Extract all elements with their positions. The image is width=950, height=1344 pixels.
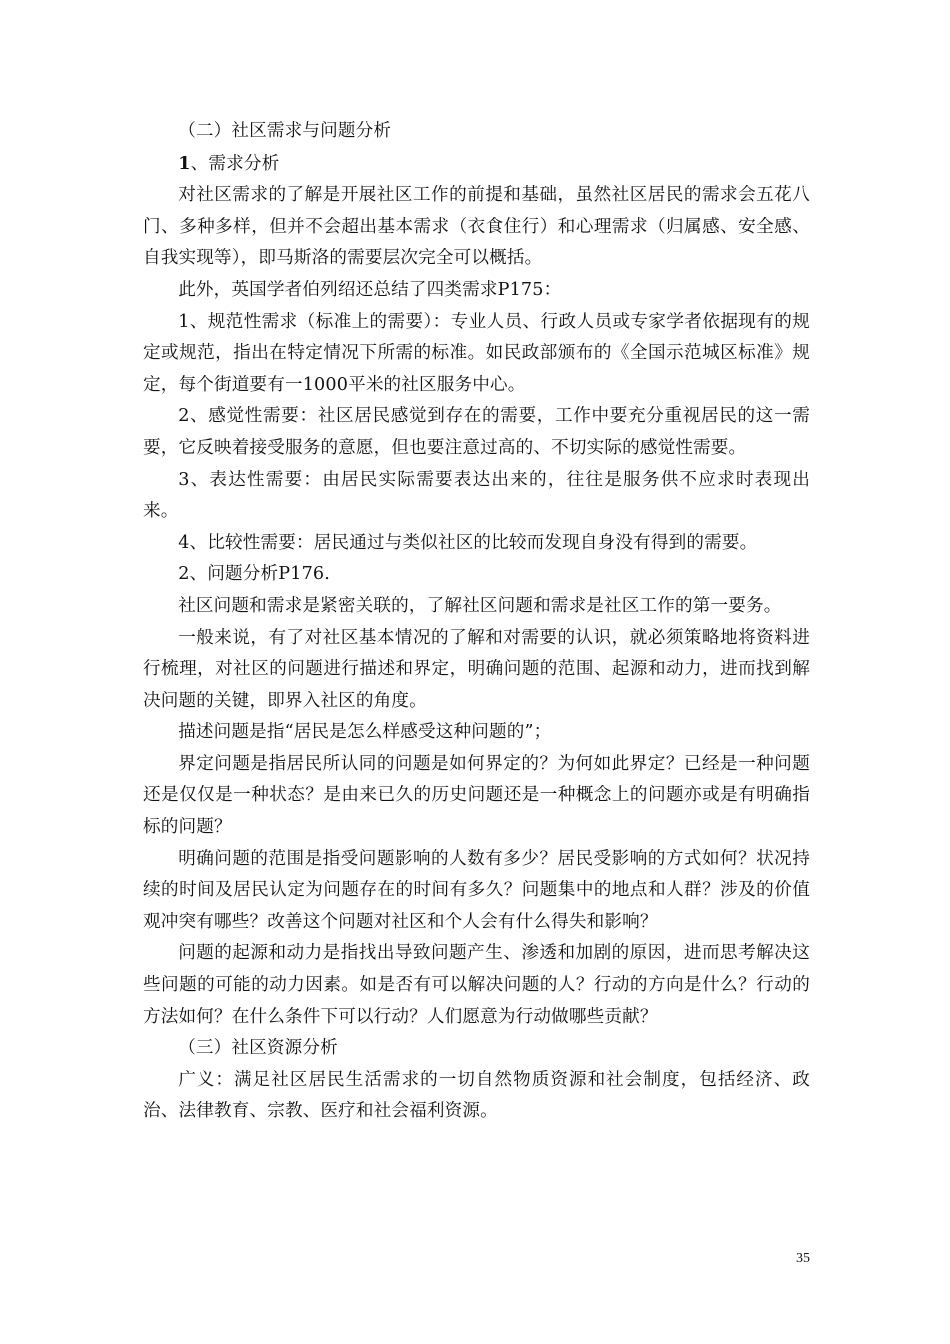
paragraph-problems-and-needs: 社区问题和需求是紧密关联的，了解社区问题和需求是社区工作的第一要务。: [178, 595, 782, 616]
paragraph-expressed-need: 3、表达性需要：由居民实际需要表达出来的，往往是服务供不应求时表现出来。: [143, 469, 810, 522]
paragraph-normative-need: 1、规范性需求（标准上的需要）：专业人员、行政人员或专家学者依据现有的规定或规范，指出在特定情况下所需的标准。如民政部颁布的《全国示范城区标准》规定，每个街道要有一1000平米的社区服务中心。: [143, 311, 810, 395]
paragraph-general-approach: 一般来说，有了对社区基本情况的了解和对需要的认识，就必须策略地将资料进行梳理，对社区的问题进行描述和界定，明确问题的范围、起源和动力，进而找到解决问题的关键，即界入社区的角度。: [143, 627, 810, 711]
section-heading-needs-and-problems: （二）社区需求与问题分析: [178, 121, 392, 141]
document-body: [143, 116, 810, 1128]
page-number: 35: [796, 1251, 810, 1266]
subheading-number: 1: [178, 152, 191, 174]
paragraph-problem-origin: 问题的起源和动力是指找出导致问题产生、渗透和加剧的原因，进而思考解决这些问题的可能的动力因素。如是否有可以解决问题的人？行动的方向是什么？行动的方法如何？在什么条件下可以行动？人们愿意为行动做哪些贡献？: [143, 943, 810, 1027]
paragraph-four-needs-intro: 此外，英国学者伯列绍还总结了四类需求P175：: [178, 279, 562, 300]
paragraph-broad-definition: 广义：满足社区居民生活需求的一切自然物质资源和社会制度，包括经济、政治、法律教育、宗教、医疗和社会福利资源。: [143, 1069, 810, 1122]
paragraph-problem-scope: 明确问题的范围是指受问题影响的人数有多少？居民受影响的方式如何？状况持续的时间及居民认定为问题存在的时间有多久？问题集中的地点和人群？涉及的价值观冲突有哪些？改善这个问题对社区和个人会有什么得失和影响？: [143, 848, 810, 932]
paragraph-describe-problem: 描述问题是指“居民是怎么样感受这种问题的”；: [178, 722, 552, 743]
subheading-needs-analysis: [143, 148, 810, 181]
paragraph-define-problem: 界定问题是指居民所认同的问题是如何界定的？为何如此界定？已经是一种问题还是仅仅是一种状态？是由来已久的历史问题还是一种概念上的问题亦或是有明确指标的问题？: [143, 753, 810, 838]
subheading-problem-analysis: 2、问题分析P176.: [178, 564, 331, 585]
paragraph-felt-need: 2、感觉性需要：社区居民感觉到存在的需要，工作中要充分重视居民的这一需要，它反映着接受服务的意愿，但也要注意过高的、不切实际的感觉性需要。: [143, 406, 810, 458]
subheading-text: 、需求分析: [190, 153, 280, 174]
paragraph-comparative-need: 4、比较性需要：居民通过与类似社区的比较而发现自身没有得到的需要。: [178, 532, 758, 553]
paragraph-needs-intro: 对社区需求的了解是开展社区工作的前提和基础，虽然社区居民的需求会五花八门、多种多样，但并不会超出基本需求（衣食住行）和心理需求（归属感、安全感、自我实现等），即马斯洛的需要层次完全可以概括。: [143, 185, 810, 269]
section-heading-resource-analysis: （三）社区资源分析: [178, 1038, 338, 1059]
